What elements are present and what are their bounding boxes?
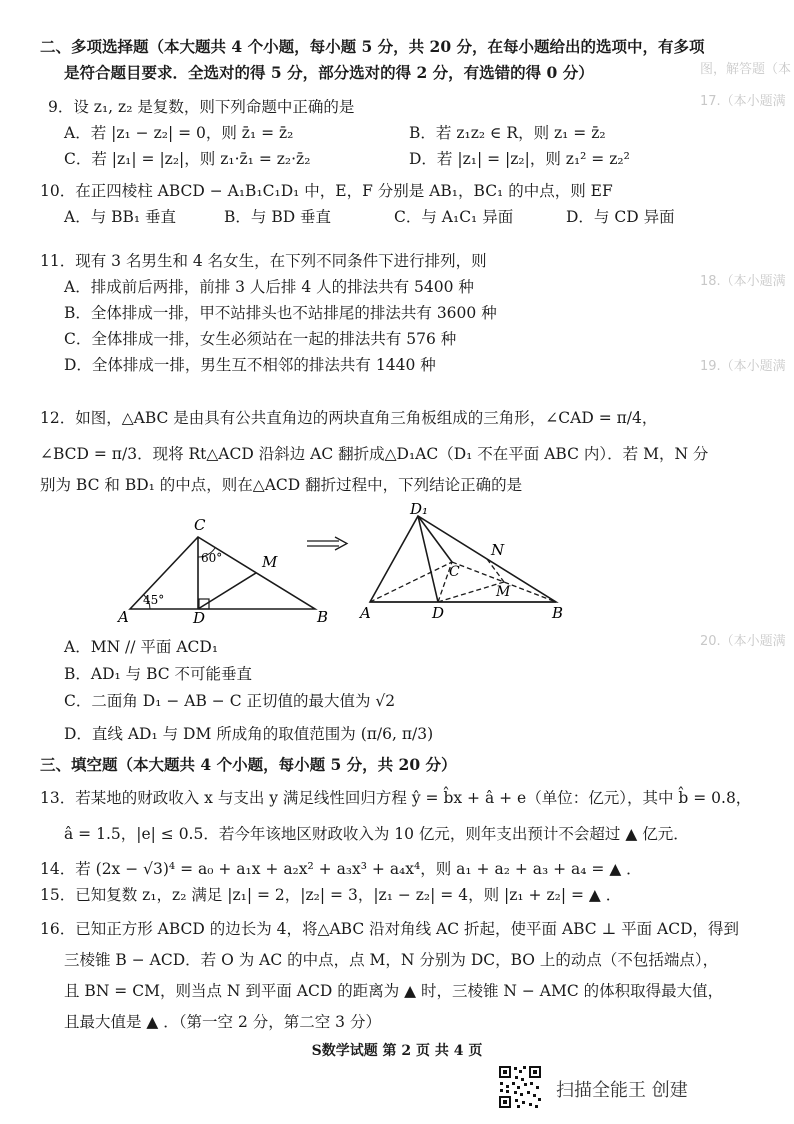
section-2-header [40, 34, 770, 86]
label-d: D [193, 609, 206, 624]
q9-option-d: D．若 |z₁| = |z₂|，则 z₁² = z₂² [409, 150, 630, 168]
question-14 [40, 856, 770, 882]
q9-option-a: A．若 |z₁ − z₂| = 0，则 z̄₁ = z̄₂ [64, 124, 294, 142]
q12-option-c: C．二面角 D₁ − AB − C 正切值的最大值为 √2 [64, 692, 396, 710]
q11-option-b: B．全体排成一排，甲不站排头也不站排尾的排法共有 3600 种 [64, 304, 497, 322]
section-3-header [40, 752, 770, 778]
q11-option-c: C．全体排成一排，女生必须站在一起的排法共有 576 种 [64, 330, 457, 348]
label-n: N [491, 541, 505, 559]
edge-d-m-dashed [438, 582, 504, 602]
fold-arrow-icon [305, 536, 349, 552]
edge-n-m-dashed [487, 559, 504, 582]
fold-arrow [305, 536, 349, 556]
q11-option-d: D．全体排成一排，男生互不相邻的排法共有 1440 种 [64, 356, 436, 374]
question-16 [40, 914, 770, 1038]
angle-label-45: 45° [143, 593, 165, 607]
qr-code [497, 1064, 543, 1110]
figure-folded-tetrahedron-svg [358, 502, 570, 624]
scanner-watermark: 扫描全能王 创建 [556, 1080, 688, 1101]
label-c: C [194, 516, 206, 534]
q11-stem: 11．现有 3 名男生和 4 名女生，在下列不同条件下进行排列，则 [40, 252, 487, 270]
page-footer: S数学试题 第 2 页 共 4 页 [311, 1043, 483, 1059]
label-d-right: D [432, 604, 445, 622]
q16-line-4: 且最大值是 ▲ ．（第一空 2 分，第二空 3 分） [64, 1013, 381, 1031]
q9-option-b: B．若 z₁z₂ ∈ R，则 z₁ = z̄₂ [409, 124, 606, 142]
q11-option-a: A．排成前后两排，前排 3 人后排 4 人的排法共有 5400 种 [64, 278, 474, 296]
q12-options [40, 634, 770, 748]
q14-text: 14．若 (2x − √3)⁴ = a₀ + a₁x + a₂x² + a₃x³ + a₄x⁴，则 a₁ + a₂ + a₃ + a₄ = ▲ ． [40, 860, 642, 878]
edge-a-c-dashed [370, 562, 452, 602]
question-13 [40, 780, 770, 852]
q15-text: 15．已知复数 z₁，z₂ 满足 |z₁| = 2，|z₂| = 3，|z₁ − z₂| = 4，则 |z₁ + z₂| = ▲ ． [40, 886, 622, 904]
q12-option-a: A．MN // 平面 ACD₁ [64, 638, 219, 656]
label-b: B [317, 608, 329, 624]
q12-option-b: B．AD₁ 与 BC 不可能垂直 [64, 665, 253, 683]
bleed-through-mark: 18.（本小题满 [700, 274, 786, 289]
question-15 [40, 882, 770, 908]
outline-a-d1-b [370, 516, 556, 602]
bleed-through-mark: 17.（本小题满 [700, 94, 786, 109]
label-b-right: B [552, 604, 564, 622]
angle-label-60: 60° [201, 551, 223, 565]
q9-option-c: C．若 |z₁| = |z₂|，则 z₁·z̄₁ = z₂·z̄₂ [64, 150, 311, 168]
figure-triangle-abc [110, 512, 340, 628]
q10-option-d: D．与 CD 异面 [566, 208, 675, 226]
q12-line-3: 别为 BC 和 BD₁ 的中点，则在△ACD 翻折过程中，下列结论正确的是 [40, 476, 523, 494]
q10-option-a: A．与 BB₁ 垂直 [64, 208, 177, 226]
q9-stem: 9．设 z₁, z₂ 是复数，则下列命题中正确的是 [48, 98, 355, 116]
question-10 [40, 178, 770, 230]
label-m: M [262, 553, 278, 571]
bleed-through-mark: 图，解答题（本 [700, 62, 792, 77]
label-d1: D₁ [410, 502, 429, 518]
question-11 [40, 248, 770, 378]
q12-line-2: ∠BCD = π/3．现将 Rt△ACD 沿斜边 AC 翻折成△D₁AC（D₁ 不在平面 ABC 内）．若 M，N 分 [40, 445, 709, 463]
figure-triangle-abc-svg [110, 512, 340, 624]
label-a: A [118, 608, 129, 624]
section-2-line-1: 二、多项选择题（本大题共 4 个小题，每小题 5 分，共 20 分，在每小题给出的选项中，有多项 [40, 37, 705, 56]
section-3-title: 三、填空题（本大题共 4 个小题，每小题 5 分，共 20 分） [40, 755, 457, 774]
bleed-through-mark: 19.（本小题满 [700, 359, 786, 374]
label-c-right: C [449, 564, 460, 580]
label-a-right: A [360, 604, 371, 622]
q12-option-d: D．直线 AD₁ 与 DM 所成角的取值范围为 (π/6, π/3) [64, 725, 434, 743]
q13-line-2: â = 1.5，|e| ≤ 0.5．若今年该地区财政收入为 10 亿元，则年支出预计不会超过 ▲ 亿元． [64, 825, 689, 843]
q16-line-3: 且 BN = CM，则当点 N 到平面 ACD 的距离为 ▲ 时，三棱锥 N − AMC 的体积取得最大值， [64, 982, 724, 1000]
q10-stem: 10．在正四棱柱 ABCD − A₁B₁C₁D₁ 中，E，F 分别是 AB₁，BC₁ 的中点，则 EF [40, 182, 613, 200]
figure-folded-tetrahedron [358, 502, 570, 628]
question-12 [40, 400, 770, 498]
section-2-line-2: 是符合题目要求．全选对的得 5 分，部分选对的得 2 分，有选错的得 0 分） [64, 63, 594, 82]
q16-line-1: 16．已知正方形 ABCD 的边长为 4，将△ABC 沿对角线 AC 折起，使平面 ABC ⊥ 平面 ACD，得到 [40, 920, 740, 938]
bleed-through-mark: 20.（本小题满 [700, 634, 786, 649]
qr-code-icon [497, 1064, 543, 1110]
q13-line-1: 13．若某地的财政收入 x 与支出 y 满足线性回归方程 ŷ = b̂x + â + e（单位：亿元），其中 b̂ = 0.8， [40, 789, 752, 807]
question-9 [40, 94, 770, 172]
q16-line-2: 三棱锥 B − ACD．若 O 为 AC 的中点，点 M，N 分别为 DC，BO 上的动点（不包括端点）， [64, 951, 719, 969]
q10-option-c: C．与 A₁C₁ 异面 [394, 208, 514, 226]
segment-dm [198, 573, 256, 609]
q10-option-b: B．与 BD 垂直 [224, 208, 332, 226]
q12-line-1: 12．如图，△ABC 是由具有公共直角边的两块直角三角板组成的三角形，∠CAD = π/4， [40, 409, 658, 427]
label-m-right: M [496, 584, 511, 600]
